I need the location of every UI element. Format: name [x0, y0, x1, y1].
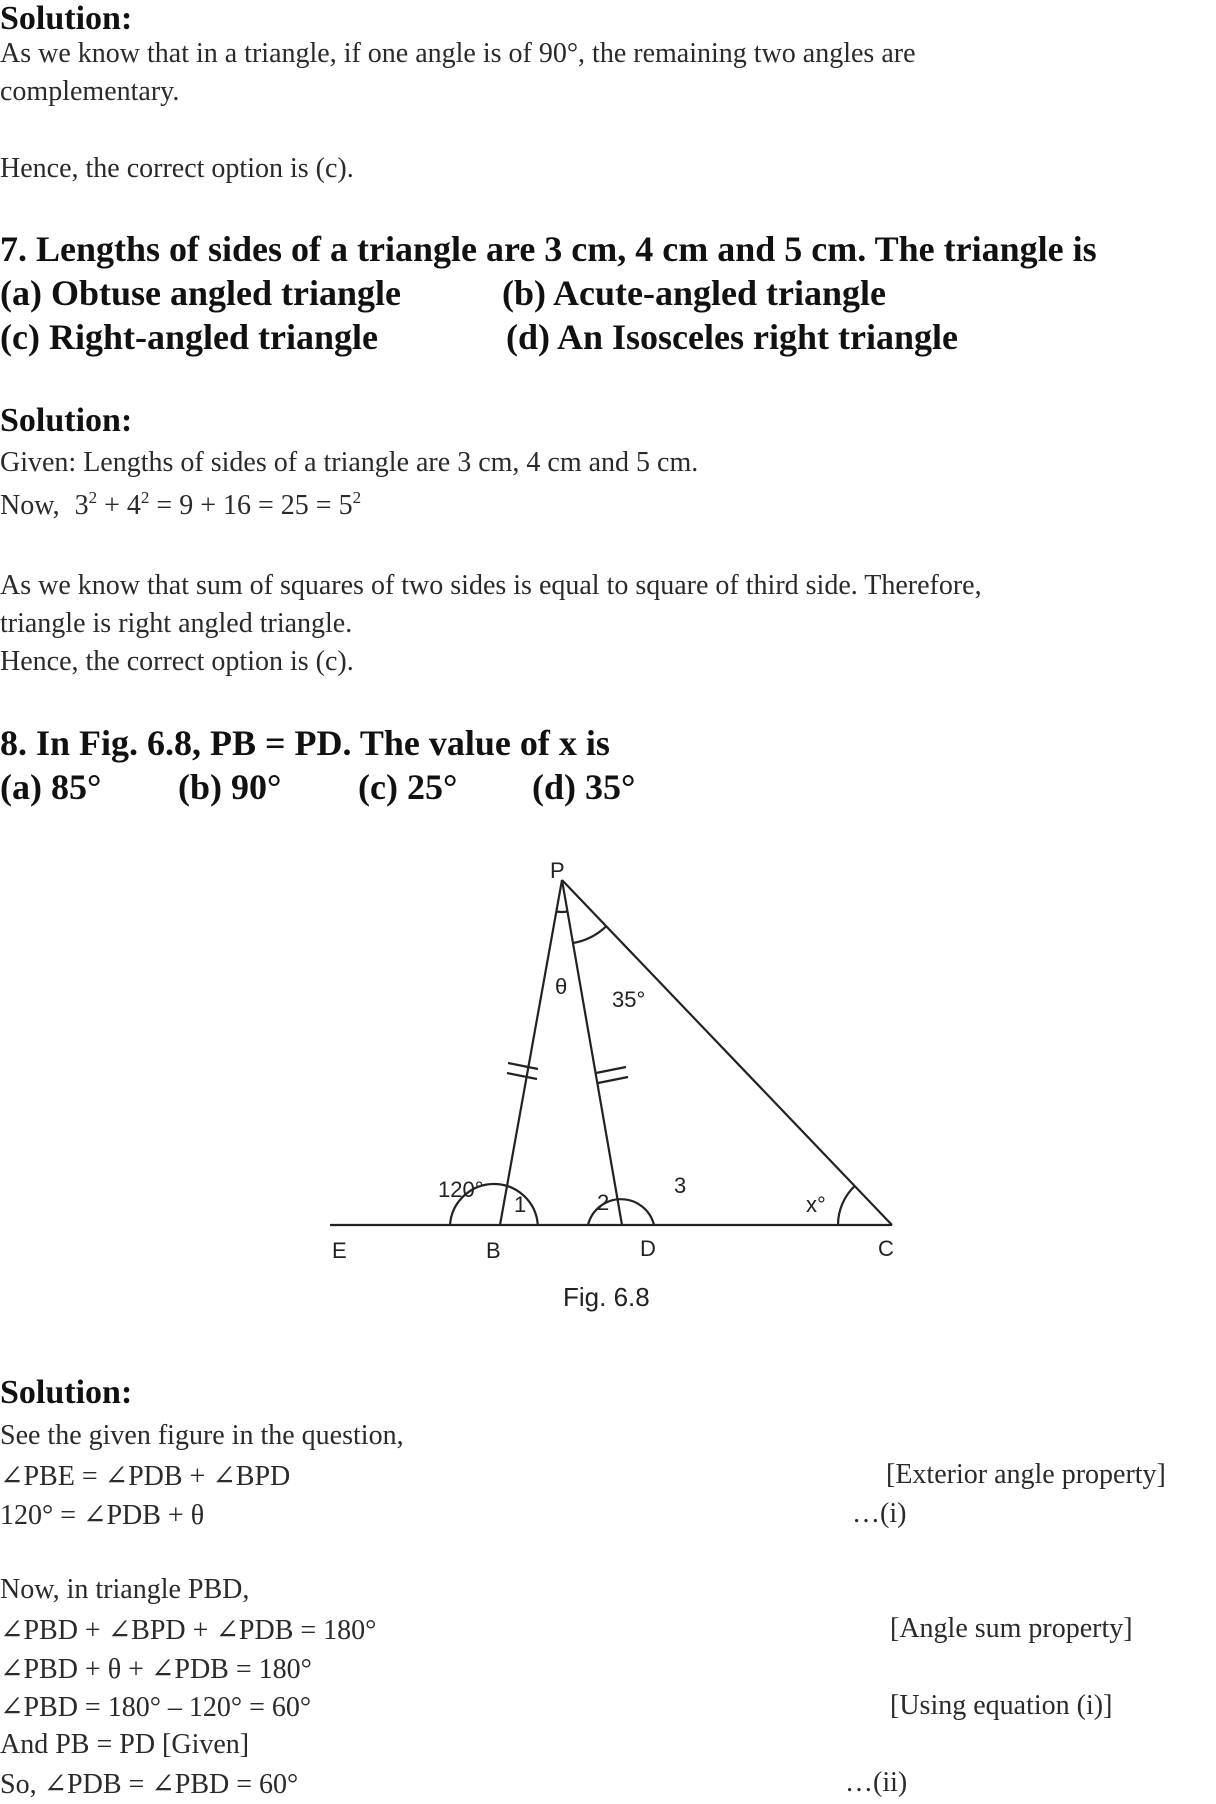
label-b: B — [486, 1238, 501, 1263]
question-8: 8. In Fig. 6.8, PB = PD. The value of x is — [0, 723, 610, 763]
label-d: D — [640, 1236, 656, 1261]
conclusion-line: Hence, the correct option is (c). — [0, 646, 354, 677]
question-7: 7. Lengths of sides of a triangle are 3 cm, 4 cm and 5 cm. The triangle is — [0, 229, 1097, 269]
label-c: C — [878, 1236, 894, 1261]
label-120: 120° — [438, 1177, 484, 1202]
figure-caption: Fig. 6.8 — [563, 1282, 650, 1312]
equation-note: [Angle sum property] — [890, 1613, 1133, 1644]
text-line: As we know that in a triangle, if one angle is of 90°, the remaining two angles are — [0, 38, 916, 69]
equation-note: [Using equation (i)] — [890, 1690, 1113, 1721]
option-c: (c) 25° — [358, 767, 458, 807]
tick-mark — [508, 1063, 538, 1069]
option-d: (d) 35° — [532, 767, 636, 807]
arc-35 — [573, 926, 606, 943]
equation-line: ∠PBE = ∠PDB + ∠BPD — [0, 1461, 291, 1492]
equation-prefix: Now, — [0, 490, 60, 521]
exponent: 2 — [140, 488, 150, 507]
arc-x — [838, 1186, 855, 1225]
equation-note: …(i) — [852, 1498, 907, 1529]
side-pb — [500, 880, 562, 1225]
exponent: 2 — [352, 488, 362, 507]
tick-mark — [507, 1073, 537, 1079]
text-line: Now, in triangle PBD, — [0, 1574, 250, 1605]
text-line: And PB = PD [Given] — [0, 1729, 250, 1760]
text-line: As we know that sum of squares of two sides is equal to square of third side. Therefore, — [0, 570, 982, 601]
option-d: (d) An Isosceles right triangle — [506, 317, 958, 357]
conclusion-line: Hence, the correct option is (c). — [0, 153, 354, 184]
label-35: 35° — [612, 987, 646, 1012]
tick-mark — [598, 1077, 628, 1083]
equation-part: + 4 — [97, 490, 141, 521]
equation-line: ∠PBD = 180° – 120° = 60° — [0, 1692, 312, 1723]
option-a: (a) 85° — [0, 767, 102, 807]
equation-part: = 9 + 16 = 25 = 5 — [149, 490, 353, 521]
label-p: P — [550, 858, 565, 883]
equation-note: [Exterior angle property] — [886, 1459, 1166, 1490]
solution-heading: Solution: — [0, 402, 133, 439]
solution-heading: Solution: — [0, 1374, 133, 1411]
equation-line: 120° = ∠PDB + θ — [0, 1500, 205, 1531]
label-1: 1 — [514, 1192, 527, 1217]
option-b: (b) Acute-angled triangle — [502, 273, 886, 313]
side-pc — [562, 880, 892, 1225]
label-2: 2 — [597, 1190, 610, 1215]
label-theta: θ — [555, 974, 568, 999]
label-x: x° — [806, 1192, 826, 1217]
text-line: complementary. — [0, 76, 180, 107]
equation-line: ∠PBD + θ + ∠PDB = 180° — [0, 1654, 312, 1685]
text-line: triangle is right angled triangle. — [0, 608, 353, 639]
option-a: (a) Obtuse angled triangle — [0, 273, 401, 313]
equation-note: …(ii) — [845, 1767, 908, 1798]
exponent: 2 — [88, 488, 98, 507]
solution-heading: Solution: — [0, 0, 133, 37]
text-line: See the given figure in the question, — [0, 1420, 404, 1451]
equation-line: ∠PBD + ∠BPD + ∠PDB = 180° — [0, 1615, 377, 1646]
label-e: E — [332, 1238, 347, 1263]
option-b: (b) 90° — [178, 767, 282, 807]
tick-mark — [596, 1067, 626, 1073]
option-c: (c) Right-angled triangle — [0, 317, 378, 357]
equation-line: So, ∠PDB = ∠PBD = 60° — [0, 1769, 299, 1800]
text-line: Given: Lengths of sides of a triangle are 3 cm, 4 cm and 5 cm. — [0, 447, 699, 478]
label-3: 3 — [674, 1173, 687, 1198]
equation-base: 3 — [74, 490, 89, 521]
